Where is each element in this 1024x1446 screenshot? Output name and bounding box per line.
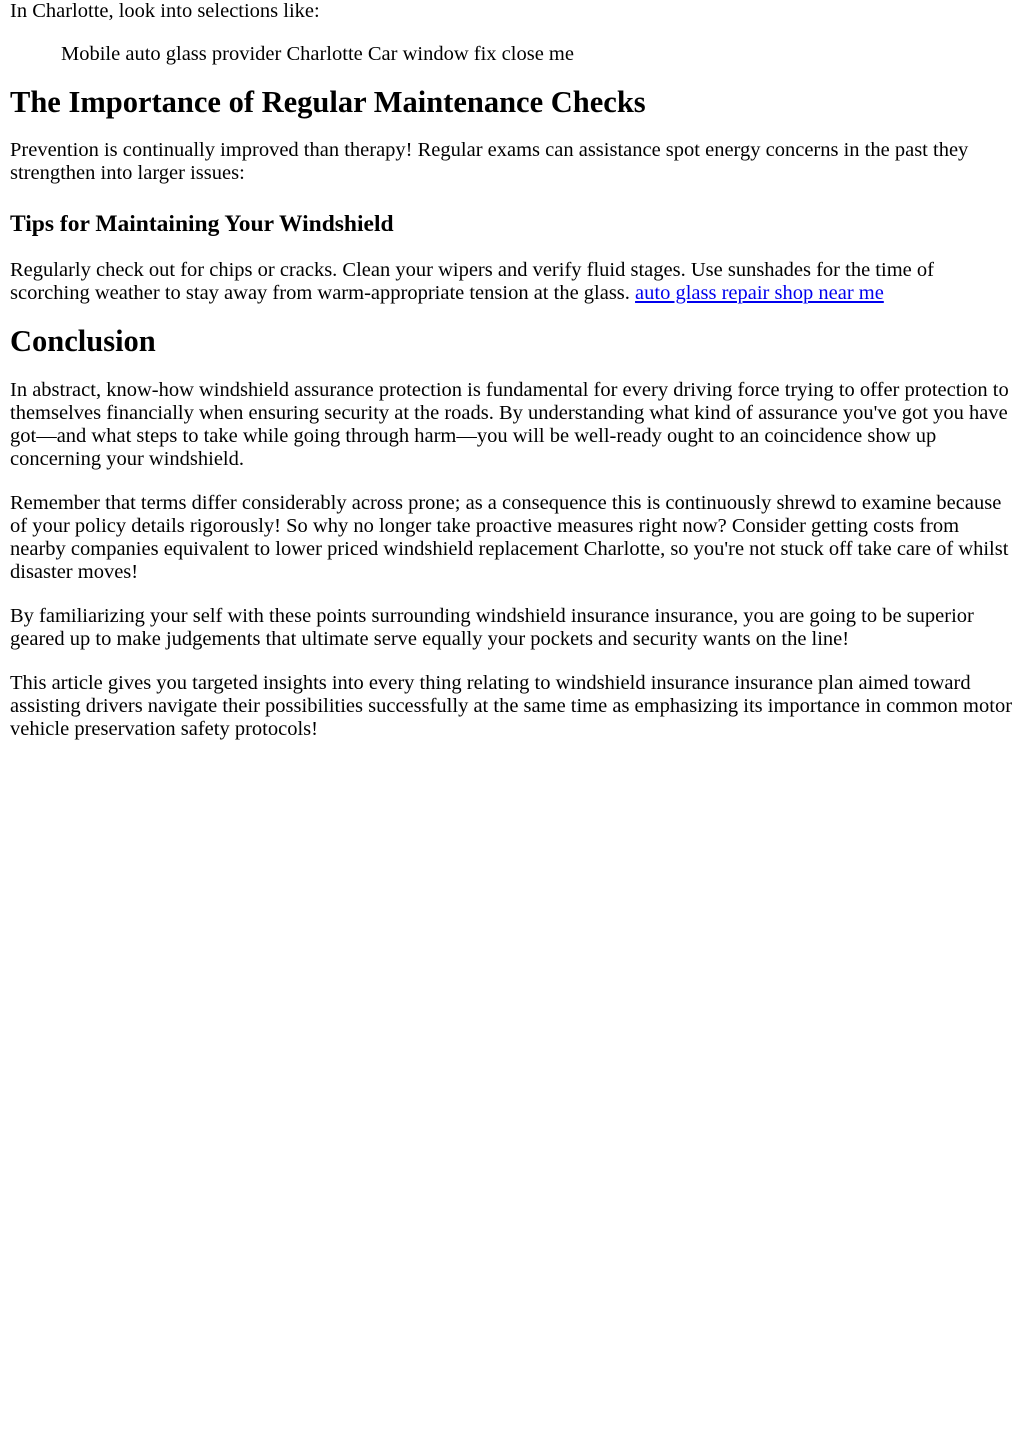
maintenance-heading: The Importance of Regular Maintenance Checks xyxy=(10,85,646,119)
tips-paragraph xyxy=(10,259,1014,305)
conclusion-paragraph-abstract: In abstract, know-how windshield assurance protection is fundamental for every driving force trying to offer protection to themselves financially when ensuring security at the roads. By understanding what kind of assurance you've got you have got—and what steps to take while going through harm—you will be well-ready ought to an coincidence show up concerning your windshield. xyxy=(10,379,1009,470)
tips-text: Regularly check out for chips or cracks. Clean your wipers and verify fluid stages. Use sunshades for the time of scorching weather to stay away from warm-appropriate tension at the glass. xyxy=(10,259,934,304)
quote-text: Mobile auto glass provider Charlotte Car window fix close me xyxy=(61,43,574,65)
tips-heading: Tips for Maintaining Your Windshield xyxy=(10,211,394,237)
service-list-quote xyxy=(61,43,1014,66)
conclusion-paragraph-article: This article gives you targeted insights into every thing relating to windshield insurance insurance plan aimed toward assisting drivers navigate their possibilities successfully at the same time as emphasizing its importance in common motor vehicle preservation safety protocols! xyxy=(10,672,1013,740)
auto-glass-repair-link[interactable]: auto glass repair shop near me xyxy=(635,282,884,304)
conclusion-paragraph-familiarizing: By familiarizing your self with these points surrounding windshield insurance insurance, you are going to be superior geared up to make judgements that ultimate serve equally your pockets and security wants on the line! xyxy=(10,605,974,650)
conclusion-heading: Conclusion xyxy=(10,324,156,358)
conclusion-paragraph-remember: Remember that terms differ considerably across prone; as a consequence this is continuously shrewd to examine because of your policy details rigorously! So why no longer take proactive measures right now? Consider getting costs from nearby companies equivalent to lower priced windshield replacement Charlotte, so you're not stuck off take care of whilst disaster moves! xyxy=(10,492,1009,583)
intro-text: In Charlotte, look into selections like: xyxy=(10,0,320,22)
prevention-paragraph: Prevention is continually improved than therapy! Regular exams can assistance spot energy concerns in the past they strengthen into larger issues: xyxy=(10,139,969,184)
